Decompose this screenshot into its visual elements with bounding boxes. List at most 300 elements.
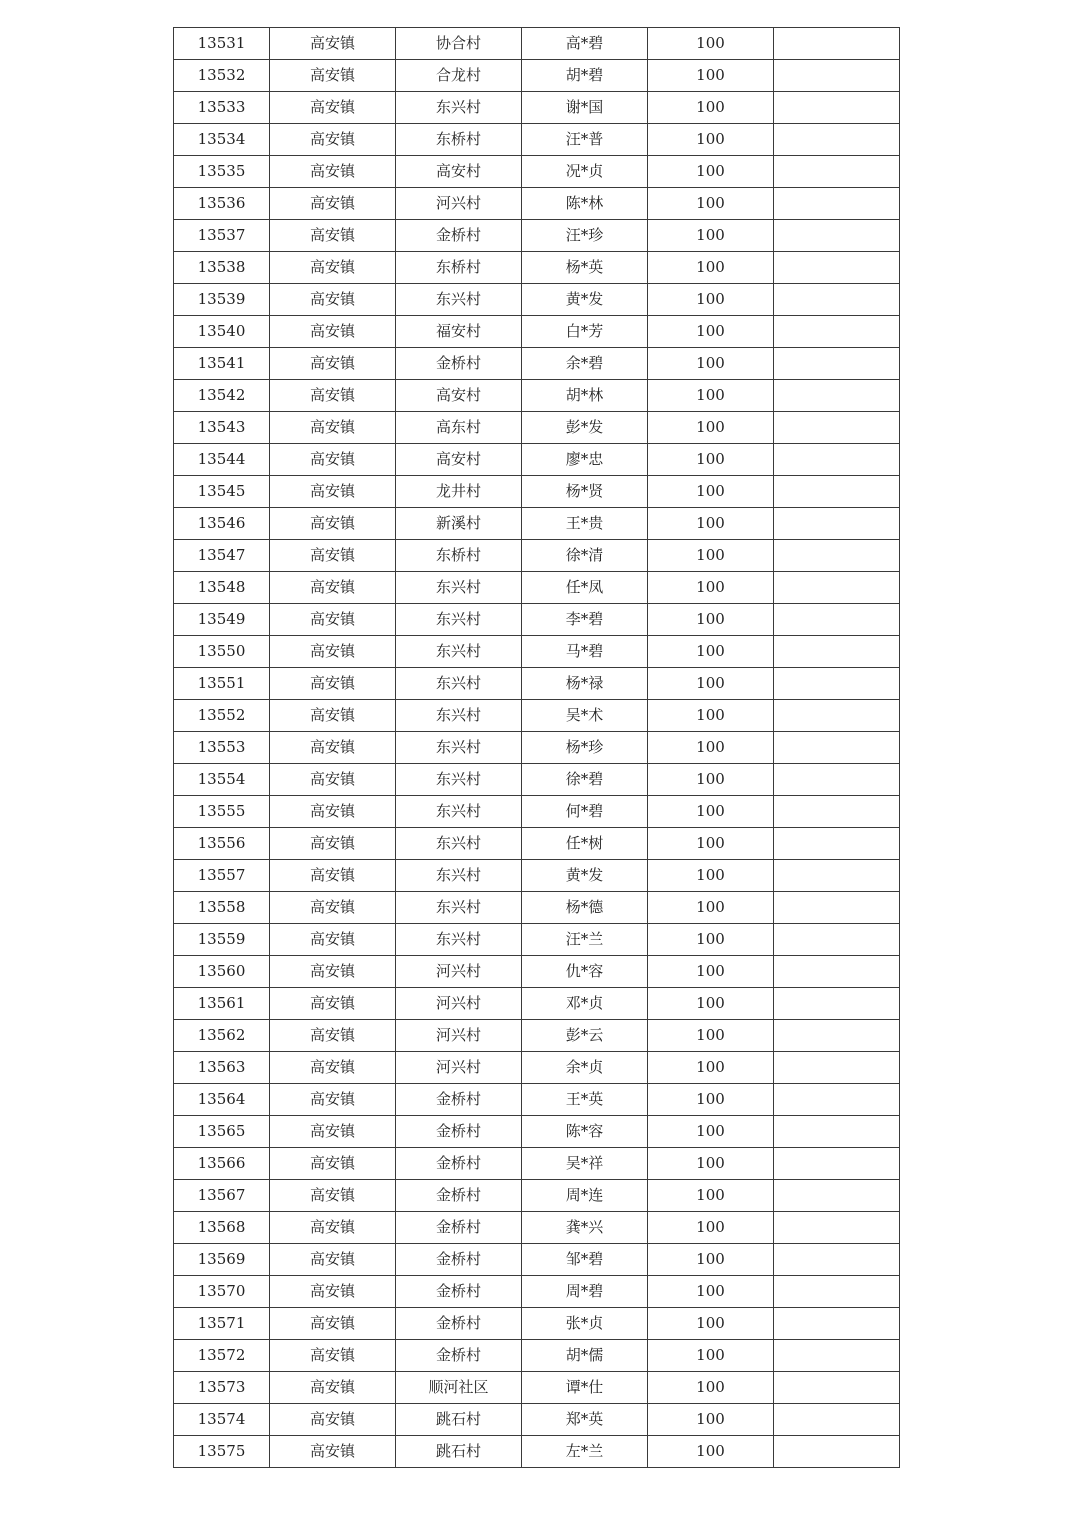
town-cell: 高安镇 — [270, 540, 396, 572]
town-cell: 高安镇 — [270, 1180, 396, 1212]
town-cell: 高安镇 — [270, 1276, 396, 1308]
village-cell: 高安村 — [396, 444, 522, 476]
town-cell: 高安镇 — [270, 1052, 396, 1084]
name-cell: 黄*发 — [522, 284, 648, 316]
village-cell: 龙井村 — [396, 476, 522, 508]
note-cell — [774, 1020, 900, 1052]
serial-number-cell: 13562 — [174, 1020, 270, 1052]
table-row — [174, 540, 900, 572]
name-cell: 邹*碧 — [522, 1244, 648, 1276]
name-cell: 李*碧 — [522, 604, 648, 636]
amount-cell: 100 — [648, 1084, 774, 1116]
name-cell: 任*凤 — [522, 572, 648, 604]
town-cell: 高安镇 — [270, 860, 396, 892]
table-row — [174, 572, 900, 604]
table-row — [174, 28, 900, 60]
table-row — [174, 1276, 900, 1308]
amount-cell: 100 — [648, 988, 774, 1020]
table-row — [174, 220, 900, 252]
serial-number-cell: 13535 — [174, 156, 270, 188]
village-cell: 福安村 — [396, 316, 522, 348]
name-cell: 吴*术 — [522, 700, 648, 732]
village-cell: 东桥村 — [396, 252, 522, 284]
village-cell: 金桥村 — [396, 1276, 522, 1308]
village-cell: 东兴村 — [396, 284, 522, 316]
note-cell — [774, 764, 900, 796]
note-cell — [774, 828, 900, 860]
table-row — [174, 444, 900, 476]
note-cell — [774, 156, 900, 188]
name-cell: 陈*林 — [522, 188, 648, 220]
serial-number-cell: 13569 — [174, 1244, 270, 1276]
table-row — [174, 1116, 900, 1148]
village-cell: 跳石村 — [396, 1436, 522, 1468]
amount-cell: 100 — [648, 892, 774, 924]
town-cell: 高安镇 — [270, 1436, 396, 1468]
note-cell — [774, 412, 900, 444]
table-row — [174, 604, 900, 636]
name-cell: 余*碧 — [522, 348, 648, 380]
village-cell: 金桥村 — [396, 220, 522, 252]
serial-number-cell: 13556 — [174, 828, 270, 860]
amount-cell: 100 — [648, 604, 774, 636]
table-row — [174, 252, 900, 284]
village-cell: 高东村 — [396, 412, 522, 444]
note-cell — [774, 316, 900, 348]
serial-number-cell: 13543 — [174, 412, 270, 444]
town-cell: 高安镇 — [270, 1212, 396, 1244]
amount-cell: 100 — [648, 732, 774, 764]
amount-cell: 100 — [648, 1308, 774, 1340]
table-row — [174, 1020, 900, 1052]
village-cell: 东桥村 — [396, 124, 522, 156]
serial-number-cell: 13564 — [174, 1084, 270, 1116]
name-cell: 徐*碧 — [522, 764, 648, 796]
village-cell: 河兴村 — [396, 188, 522, 220]
name-cell: 杨*贤 — [522, 476, 648, 508]
note-cell — [774, 1404, 900, 1436]
town-cell: 高安镇 — [270, 156, 396, 188]
village-cell: 新溪村 — [396, 508, 522, 540]
serial-number-cell: 13555 — [174, 796, 270, 828]
town-cell: 高安镇 — [270, 732, 396, 764]
note-cell — [774, 476, 900, 508]
serial-number-cell: 13546 — [174, 508, 270, 540]
table-row — [174, 1180, 900, 1212]
town-cell: 高安镇 — [270, 924, 396, 956]
table-body — [174, 28, 900, 1468]
serial-number-cell: 13567 — [174, 1180, 270, 1212]
note-cell — [774, 124, 900, 156]
note-cell — [774, 284, 900, 316]
name-cell: 杨*英 — [522, 252, 648, 284]
serial-number-cell: 13553 — [174, 732, 270, 764]
serial-number-cell: 13547 — [174, 540, 270, 572]
note-cell — [774, 796, 900, 828]
table-row — [174, 1308, 900, 1340]
table-row — [174, 316, 900, 348]
serial-number-cell: 13551 — [174, 668, 270, 700]
name-cell: 杨*禄 — [522, 668, 648, 700]
note-cell — [774, 732, 900, 764]
village-cell: 金桥村 — [396, 1148, 522, 1180]
village-cell: 东兴村 — [396, 92, 522, 124]
serial-number-cell: 13571 — [174, 1308, 270, 1340]
village-cell: 东桥村 — [396, 540, 522, 572]
note-cell — [774, 252, 900, 284]
table-row — [174, 796, 900, 828]
amount-cell: 100 — [648, 1148, 774, 1180]
amount-cell: 100 — [648, 540, 774, 572]
name-cell: 马*碧 — [522, 636, 648, 668]
note-cell — [774, 220, 900, 252]
town-cell: 高安镇 — [270, 764, 396, 796]
table-row — [174, 924, 900, 956]
village-cell: 金桥村 — [396, 1116, 522, 1148]
table-row — [174, 412, 900, 444]
amount-cell: 100 — [648, 444, 774, 476]
town-cell: 高安镇 — [270, 1308, 396, 1340]
note-cell — [774, 1276, 900, 1308]
amount-cell: 100 — [648, 60, 774, 92]
note-cell — [774, 188, 900, 220]
serial-number-cell: 13545 — [174, 476, 270, 508]
serial-number-cell: 13554 — [174, 764, 270, 796]
note-cell — [774, 860, 900, 892]
town-cell: 高安镇 — [270, 604, 396, 636]
village-cell: 金桥村 — [396, 1244, 522, 1276]
town-cell: 高安镇 — [270, 1404, 396, 1436]
table-row — [174, 156, 900, 188]
amount-cell: 100 — [648, 188, 774, 220]
serial-number-cell: 13531 — [174, 28, 270, 60]
table-row — [174, 60, 900, 92]
amount-cell: 100 — [648, 700, 774, 732]
town-cell: 高安镇 — [270, 188, 396, 220]
town-cell: 高安镇 — [270, 572, 396, 604]
note-cell — [774, 1052, 900, 1084]
village-cell: 东兴村 — [396, 572, 522, 604]
village-cell: 河兴村 — [396, 988, 522, 1020]
serial-number-cell: 13558 — [174, 892, 270, 924]
note-cell — [774, 1340, 900, 1372]
table-row — [174, 188, 900, 220]
town-cell: 高安镇 — [270, 508, 396, 540]
amount-cell: 100 — [648, 284, 774, 316]
table-row — [174, 1052, 900, 1084]
name-cell: 郑*英 — [522, 1404, 648, 1436]
table-row — [174, 764, 900, 796]
table-row — [174, 732, 900, 764]
town-cell: 高安镇 — [270, 828, 396, 860]
name-cell: 胡*林 — [522, 380, 648, 412]
table-row — [174, 892, 900, 924]
amount-cell: 100 — [648, 636, 774, 668]
amount-cell: 100 — [648, 316, 774, 348]
name-cell: 任*树 — [522, 828, 648, 860]
table-row — [174, 1404, 900, 1436]
amount-cell: 100 — [648, 412, 774, 444]
name-cell: 杨*德 — [522, 892, 648, 924]
serial-number-cell: 13563 — [174, 1052, 270, 1084]
serial-number-cell: 13573 — [174, 1372, 270, 1404]
serial-number-cell: 13572 — [174, 1340, 270, 1372]
table-row — [174, 1244, 900, 1276]
name-cell: 周*碧 — [522, 1276, 648, 1308]
table-row — [174, 1148, 900, 1180]
town-cell: 高安镇 — [270, 892, 396, 924]
amount-cell: 100 — [648, 1052, 774, 1084]
town-cell: 高安镇 — [270, 444, 396, 476]
name-cell: 周*连 — [522, 1180, 648, 1212]
note-cell — [774, 28, 900, 60]
note-cell — [774, 892, 900, 924]
table-row — [174, 956, 900, 988]
name-cell: 谭*仕 — [522, 1372, 648, 1404]
amount-cell: 100 — [648, 796, 774, 828]
amount-cell: 100 — [648, 508, 774, 540]
table-row — [174, 92, 900, 124]
name-cell: 龚*兴 — [522, 1212, 648, 1244]
amount-cell: 100 — [648, 1116, 774, 1148]
village-cell: 东兴村 — [396, 796, 522, 828]
town-cell: 高安镇 — [270, 956, 396, 988]
village-cell: 东兴村 — [396, 828, 522, 860]
table-row — [174, 988, 900, 1020]
amount-cell: 100 — [648, 668, 774, 700]
amount-cell: 100 — [648, 380, 774, 412]
serial-number-cell: 13548 — [174, 572, 270, 604]
name-cell: 王*贵 — [522, 508, 648, 540]
serial-number-cell: 13532 — [174, 60, 270, 92]
amount-cell: 100 — [648, 1276, 774, 1308]
note-cell — [774, 700, 900, 732]
serial-number-cell: 13565 — [174, 1116, 270, 1148]
serial-number-cell: 13550 — [174, 636, 270, 668]
note-cell — [774, 1084, 900, 1116]
table-row — [174, 1212, 900, 1244]
table-row — [174, 668, 900, 700]
name-cell: 邓*贞 — [522, 988, 648, 1020]
note-cell — [774, 924, 900, 956]
table-row — [174, 1372, 900, 1404]
village-cell: 金桥村 — [396, 1212, 522, 1244]
name-cell: 陈*容 — [522, 1116, 648, 1148]
village-cell: 金桥村 — [396, 1340, 522, 1372]
name-cell: 谢*国 — [522, 92, 648, 124]
village-cell: 东兴村 — [396, 636, 522, 668]
town-cell: 高安镇 — [270, 636, 396, 668]
village-cell: 跳石村 — [396, 1404, 522, 1436]
table-row — [174, 380, 900, 412]
serial-number-cell: 13538 — [174, 252, 270, 284]
name-cell: 彭*云 — [522, 1020, 648, 1052]
amount-cell: 100 — [648, 924, 774, 956]
name-cell: 汪*珍 — [522, 220, 648, 252]
town-cell: 高安镇 — [270, 668, 396, 700]
town-cell: 高安镇 — [270, 796, 396, 828]
amount-cell: 100 — [648, 1340, 774, 1372]
serial-number-cell: 13542 — [174, 380, 270, 412]
town-cell: 高安镇 — [270, 988, 396, 1020]
table-row — [174, 348, 900, 380]
amount-cell: 100 — [648, 252, 774, 284]
village-cell: 金桥村 — [396, 1084, 522, 1116]
town-cell: 高安镇 — [270, 220, 396, 252]
name-cell: 廖*忠 — [522, 444, 648, 476]
village-cell: 金桥村 — [396, 1308, 522, 1340]
name-cell: 王*英 — [522, 1084, 648, 1116]
village-cell: 东兴村 — [396, 892, 522, 924]
serial-number-cell: 13559 — [174, 924, 270, 956]
amount-cell: 100 — [648, 1180, 774, 1212]
table-row — [174, 636, 900, 668]
town-cell: 高安镇 — [270, 1084, 396, 1116]
name-cell: 徐*清 — [522, 540, 648, 572]
name-cell: 仇*容 — [522, 956, 648, 988]
table-row — [174, 508, 900, 540]
note-cell — [774, 508, 900, 540]
name-cell: 胡*碧 — [522, 60, 648, 92]
note-cell — [774, 572, 900, 604]
note-cell — [774, 604, 900, 636]
town-cell: 高安镇 — [270, 700, 396, 732]
village-cell: 合龙村 — [396, 60, 522, 92]
table-row — [174, 700, 900, 732]
village-cell: 高安村 — [396, 156, 522, 188]
village-cell: 金桥村 — [396, 348, 522, 380]
town-cell: 高安镇 — [270, 380, 396, 412]
village-cell: 东兴村 — [396, 924, 522, 956]
name-cell: 张*贞 — [522, 1308, 648, 1340]
village-cell: 东兴村 — [396, 764, 522, 796]
note-cell — [774, 636, 900, 668]
note-cell — [774, 1148, 900, 1180]
amount-cell: 100 — [648, 764, 774, 796]
name-cell: 杨*珍 — [522, 732, 648, 764]
amount-cell: 100 — [648, 572, 774, 604]
name-cell: 何*碧 — [522, 796, 648, 828]
town-cell: 高安镇 — [270, 1244, 396, 1276]
table-row — [174, 476, 900, 508]
table-row — [174, 860, 900, 892]
note-cell — [774, 1244, 900, 1276]
village-cell: 协合村 — [396, 28, 522, 60]
name-cell: 汪*普 — [522, 124, 648, 156]
town-cell: 高安镇 — [270, 1372, 396, 1404]
name-cell: 况*贞 — [522, 156, 648, 188]
serial-number-cell: 13570 — [174, 1276, 270, 1308]
town-cell: 高安镇 — [270, 1340, 396, 1372]
village-cell: 东兴村 — [396, 732, 522, 764]
amount-cell: 100 — [648, 476, 774, 508]
name-cell: 白*芳 — [522, 316, 648, 348]
table-row — [174, 1084, 900, 1116]
note-cell — [774, 540, 900, 572]
amount-cell: 100 — [648, 860, 774, 892]
serial-number-cell: 13541 — [174, 348, 270, 380]
amount-cell: 100 — [648, 156, 774, 188]
table-row — [174, 284, 900, 316]
serial-number-cell: 13534 — [174, 124, 270, 156]
serial-number-cell: 13537 — [174, 220, 270, 252]
serial-number-cell: 13566 — [174, 1148, 270, 1180]
village-cell: 东兴村 — [396, 700, 522, 732]
note-cell — [774, 988, 900, 1020]
serial-number-cell: 13552 — [174, 700, 270, 732]
table-row — [174, 124, 900, 156]
town-cell: 高安镇 — [270, 284, 396, 316]
recipient-table — [173, 27, 900, 1468]
serial-number-cell: 13539 — [174, 284, 270, 316]
town-cell: 高安镇 — [270, 92, 396, 124]
serial-number-cell: 13544 — [174, 444, 270, 476]
note-cell — [774, 956, 900, 988]
note-cell — [774, 1372, 900, 1404]
village-cell: 顺河社区 — [396, 1372, 522, 1404]
serial-number-cell: 13575 — [174, 1436, 270, 1468]
note-cell — [774, 1212, 900, 1244]
town-cell: 高安镇 — [270, 28, 396, 60]
name-cell: 胡*儒 — [522, 1340, 648, 1372]
serial-number-cell: 13574 — [174, 1404, 270, 1436]
amount-cell: 100 — [648, 828, 774, 860]
name-cell: 高*碧 — [522, 28, 648, 60]
amount-cell: 100 — [648, 1020, 774, 1052]
name-cell: 左*兰 — [522, 1436, 648, 1468]
amount-cell: 100 — [648, 92, 774, 124]
town-cell: 高安镇 — [270, 1116, 396, 1148]
village-cell: 河兴村 — [396, 1052, 522, 1084]
village-cell: 东兴村 — [396, 604, 522, 636]
name-cell: 黄*发 — [522, 860, 648, 892]
serial-number-cell: 13549 — [174, 604, 270, 636]
amount-cell: 100 — [648, 28, 774, 60]
serial-number-cell: 13560 — [174, 956, 270, 988]
note-cell — [774, 380, 900, 412]
village-cell: 东兴村 — [396, 860, 522, 892]
town-cell: 高安镇 — [270, 1020, 396, 1052]
serial-number-cell: 13536 — [174, 188, 270, 220]
amount-cell: 100 — [648, 348, 774, 380]
note-cell — [774, 1180, 900, 1212]
note-cell — [774, 92, 900, 124]
name-cell: 汪*兰 — [522, 924, 648, 956]
amount-cell: 100 — [648, 1404, 774, 1436]
serial-number-cell: 13568 — [174, 1212, 270, 1244]
town-cell: 高安镇 — [270, 412, 396, 444]
serial-number-cell: 13561 — [174, 988, 270, 1020]
amount-cell: 100 — [648, 1244, 774, 1276]
note-cell — [774, 60, 900, 92]
name-cell: 余*贞 — [522, 1052, 648, 1084]
town-cell: 高安镇 — [270, 1148, 396, 1180]
table-row — [174, 1340, 900, 1372]
amount-cell: 100 — [648, 1372, 774, 1404]
amount-cell: 100 — [648, 124, 774, 156]
note-cell — [774, 444, 900, 476]
note-cell — [774, 1436, 900, 1468]
town-cell: 高安镇 — [270, 316, 396, 348]
name-cell: 吴*祥 — [522, 1148, 648, 1180]
town-cell: 高安镇 — [270, 476, 396, 508]
town-cell: 高安镇 — [270, 60, 396, 92]
note-cell — [774, 1308, 900, 1340]
note-cell — [774, 668, 900, 700]
village-cell: 河兴村 — [396, 1020, 522, 1052]
note-cell — [774, 348, 900, 380]
amount-cell: 100 — [648, 1436, 774, 1468]
